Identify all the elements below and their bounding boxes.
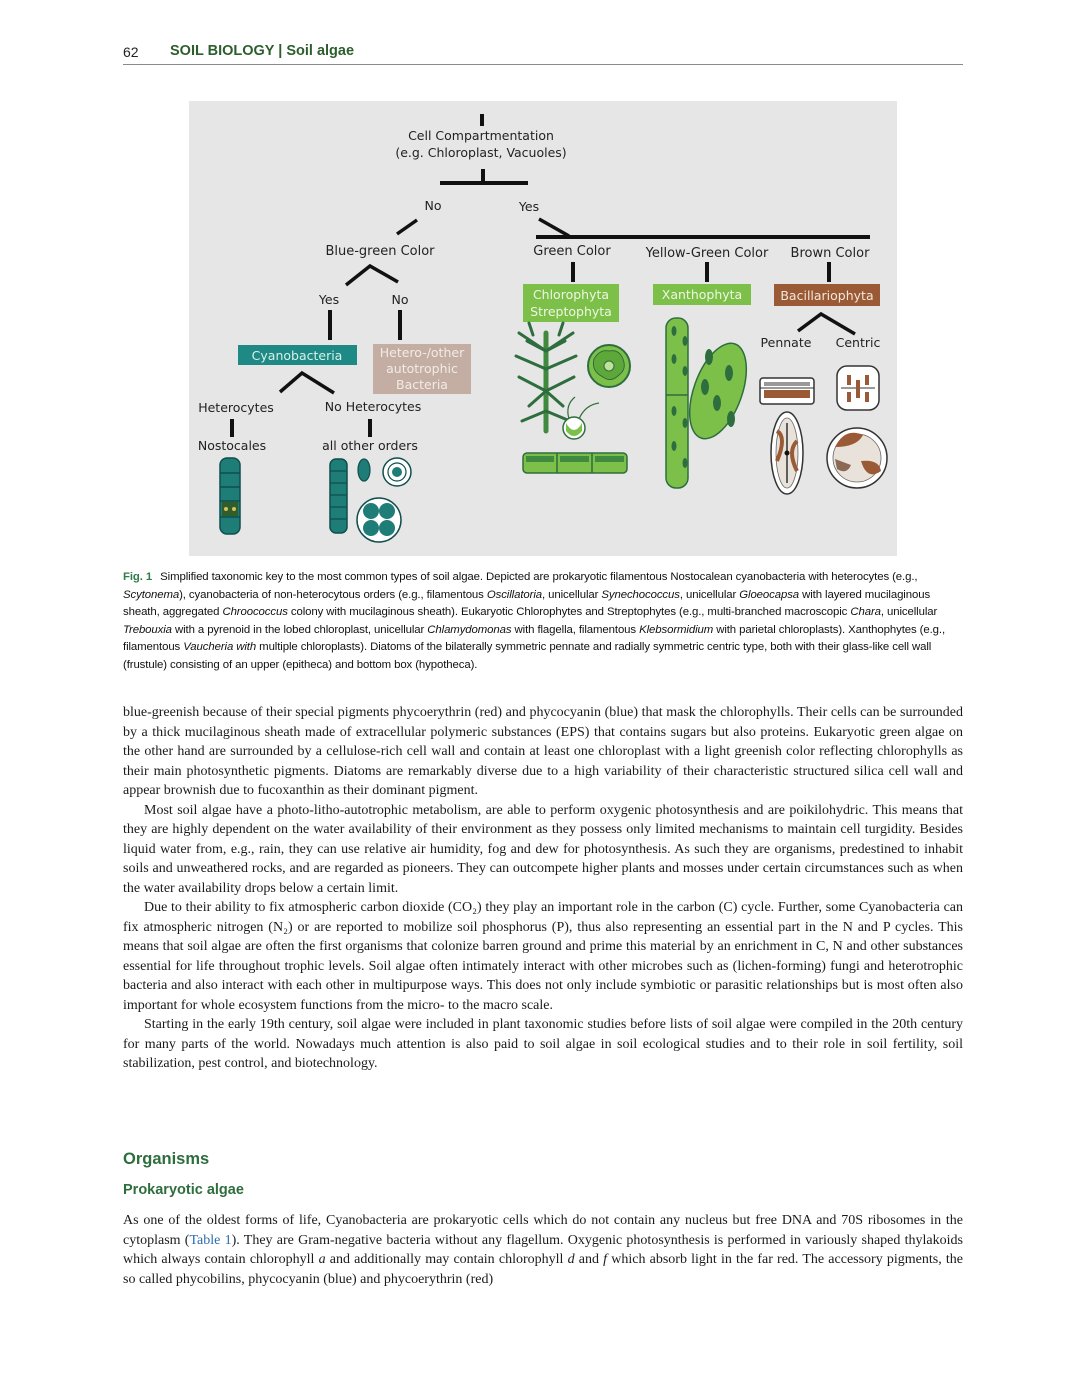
caption-segment: with parietal chloroplasts). Xanthophytes (e.g., filamentous: [123, 623, 946, 654]
gloeocapsa-cell-illustration: [383, 458, 411, 486]
para-text-d: and: [574, 1252, 604, 1267]
paragraph-3: Due to their ability to fix atmospheric carbon dioxide (CO₂) they play an important role in the carbon (C) cycle. Further, some Cyanobacteria can fix atmospheric nitrogen (N₂) or are reported to mobilize soil phosphorus (P), thus also representing an essential part in the N and P cycles. This means that soil algae are often the first organisms that colonize barren ground and prime this material by an enrichment in C, N and other substances essential for life throughout trophic levels. Soil algae often intimately interact with other microbes such as (lichen-forming) fungi and heterotrophic bacteria and also interact with each other in multipurpose ways. This does not only include symbiotic or parasitic relationships but is most often also important for whole ecosystem functions from the micro- to the macro scale.: [123, 900, 963, 1013]
para-text-b: ). They are Gram-negative bacteria without any flagellum. Oxygenic photosynthesis is performed in variously shaped thylakoids which always contain chlorophyll: [123, 1232, 963, 1267]
root-label: Cell Compartmentation: [408, 128, 554, 143]
centric-diatom-girdle-view: [837, 366, 879, 410]
chlorophyll-a: a: [318, 1252, 326, 1267]
pennate-diatom-girdle-view: [760, 378, 814, 404]
chlorophyll-f: f: [603, 1252, 608, 1267]
caption-segment: Chara: [850, 606, 881, 619]
root-split-bar: [440, 181, 528, 185]
green-stem: [571, 262, 575, 282]
hetero-bacteria-line3: Bacteria: [396, 377, 448, 392]
caption-segment: Gloeocapsa: [739, 588, 800, 601]
synechococcus-cell-illustration: [358, 459, 370, 481]
paragraph-4: Starting in the early 19th century, soil algae were included in plant taxonomic studies before lists of soil algae were compiled in the 20th century for many parts of the world. Nowadays much attention is also paid to soil algae in soil ecological studies and to their role in soil fertility, soil stabilization, pest control, and biotechnology.: [123, 1017, 963, 1071]
caption-segment: ), cyanobacteria of non-heterocytous orders (e.g., filamentous: [179, 588, 487, 601]
table-1-link[interactable]: Table 1: [189, 1232, 232, 1248]
all-other-orders-label: all other orders: [322, 438, 418, 453]
centric-diatom-valve-view: [827, 428, 887, 488]
brown-color-label: Brown Color: [790, 246, 870, 261]
green-color-label: Green Color: [533, 244, 611, 259]
body-text: [123, 703, 963, 1074]
caption-segment: with layered mucilaginous sheath, aggregated: [123, 588, 931, 619]
caption-segment: Trebouxia: [123, 623, 172, 636]
pennate-diatom-valve-view: [771, 412, 803, 494]
yellow-green-stem: [705, 262, 709, 282]
bg-no-stem: [398, 310, 402, 340]
para-text-a: As one of the oldest forms of life, Cyanobacteria are prokaryotic cells which do not contain any nucleus but free DNA and 70S ribosomes in the cytoplasm (: [123, 1213, 963, 1248]
chroococcus-colony-illustration: [357, 498, 401, 542]
branch-yes-label: Yes: [518, 199, 540, 214]
caption-segment: Synechococcus: [601, 588, 680, 601]
prokaryotic-paragraph: [123, 1211, 963, 1289]
trebouxia-illustration: [588, 345, 630, 387]
figure-label: Fig. 1: [123, 571, 153, 583]
caption-segment: colony with mucilaginous sheath). Eukaryotic Chlorophytes and Streptophytes (e.g., multi-branched macroscopic: [287, 606, 851, 619]
paragraph-1: blue-greenish because of their special pigments phycoerythrin (red) and phycocyanin (blue) that mask the chlorophylls. Their cells can be surrounded by a thick mucilaginous sheath made of extracellular polymeric substances (EPS) that contains sugars but also proteins. Eukaryotic green algae on the other hand are surrounded by a cellulose-rich cell wall and contain at least one chloroplast with a light greenish color reflecting chlorophylls as their main photosynthetic pigments. Diatoms are remarkably diverse due to a high variability of their characteristic structured silica cell wall and appear brownish due to fucoxanthin as their dominant pigment.: [123, 705, 963, 798]
caption-segment: Chlamydomonas: [427, 623, 512, 636]
chlorophyta-label: Chlorophyta: [532, 287, 610, 302]
no-heterocytes-label: No Heterocytes: [324, 399, 422, 414]
caption-segment: , unicellular: [880, 606, 938, 619]
heterocytes-stem: [230, 419, 234, 437]
page-number: 62: [123, 44, 139, 60]
para-text-c: and additionally may contain chlorophyll: [325, 1252, 568, 1267]
nostocales-filament-illustration: [220, 458, 240, 534]
root-stem: [480, 114, 484, 126]
caption-segment: with flagella, filamentous: [511, 623, 640, 636]
blue-green-label: Blue-green Color: [325, 244, 435, 259]
chlorophyll-d: d: [567, 1252, 575, 1267]
xanthophyta-label: Xanthophyta: [661, 287, 743, 302]
brown-stem: [827, 262, 831, 282]
oscillatoria-filament-illustration: [330, 459, 347, 533]
caption-segment: Oscillatoria: [486, 588, 542, 601]
running-header: [123, 42, 963, 65]
caption-segment: Klebsormidium: [639, 623, 714, 636]
bg-yes-label: Yes: [318, 292, 340, 307]
pennate-label: Pennate: [760, 335, 812, 350]
para-text-e: which absorb light in the far red. The accessory pigments, the so called phycobilins, phycocyanin (blue) and phycoerythrin (red): [123, 1252, 964, 1287]
title-separator: |: [278, 43, 283, 59]
caption-text: [123, 571, 945, 671]
section-title: Soil algae: [286, 43, 355, 59]
caption-segment: Chroococcus: [222, 606, 288, 619]
hetero-bacteria-line2: autotrophic: [386, 361, 458, 376]
klebsormidium-filament-illustration: [523, 453, 627, 473]
caption-segment: , unicellular: [679, 588, 740, 601]
no-heterocytes-stem: [368, 419, 372, 437]
hetero-bacteria-line1: Hetero-/other: [379, 345, 465, 360]
bg-no-label: No: [391, 292, 409, 307]
cyanobacteria-label: Cyanobacteria: [251, 348, 343, 363]
heterocytes-label: Heterocytes: [198, 400, 274, 415]
streptophyta-label: Streptophyta: [530, 304, 612, 319]
caption-segment: with a pyrenoid in the lobed chloroplast, unicellular: [171, 623, 428, 636]
bacillariophyta-label: Bacillariophyta: [780, 288, 874, 303]
centric-label: Centric: [835, 335, 881, 350]
taxonomic-key-figure: [189, 101, 897, 556]
nostocales-label: Nostocales: [197, 438, 267, 453]
journal-title: SOIL BIOLOGY: [170, 43, 275, 59]
figure-caption: [123, 569, 963, 675]
caption-segment: multiple chloroplasts). Diatoms of the bilaterally symmetric pennate and radially symmetric centric type, both with their glass-like cell wall (frustule) consisting of an upper (epitheca) and bottom box (hypotheca).: [123, 641, 932, 671]
running-title: [170, 43, 354, 59]
eukaryote-bar: [536, 235, 870, 239]
caption-segment: , unicellular: [541, 588, 602, 601]
caption-segment: Simplified taxonomic key to the most common types of soil algae. Depicted are prokaryotic filamentous Nostocalean cyanobacteria with heterocytes (e.g.,: [160, 571, 918, 583]
yellow-green-color-label: Yellow-Green Color: [645, 246, 769, 261]
root-split-stem: [481, 169, 485, 183]
caption-segment: Vaucheria with: [183, 641, 257, 654]
caption-segment: Scytonema: [123, 588, 180, 601]
subsection-heading: Prokaryotic algae: [123, 1182, 244, 1198]
section-heading: Organisms: [123, 1150, 210, 1168]
root-sublabel: (e.g. Chloroplast, Vacuoles): [395, 145, 567, 160]
bg-yes-stem: [328, 310, 332, 340]
paragraph-2: Most soil algae have a photo-litho-autotrophic metabolism, are able to perform oxygenic photosynthesis and are poikilohydric. This means that they are highly dependent on the water availability of their environment as they possess only limited mechanisms to maintain cell turgidity. Besides liquid water from, e.g., rain, they can use relative air humidity, fog and dew for photosynthesis. As such they are organisms, predestined to inhabit soils and unweathered rocks, and are regarded as pioneers. They can outcompete higher plants and mosses under certain circumstances such as when the water availability drops below a certain limit.: [123, 802, 963, 896]
branch-no-label: No: [424, 198, 442, 213]
